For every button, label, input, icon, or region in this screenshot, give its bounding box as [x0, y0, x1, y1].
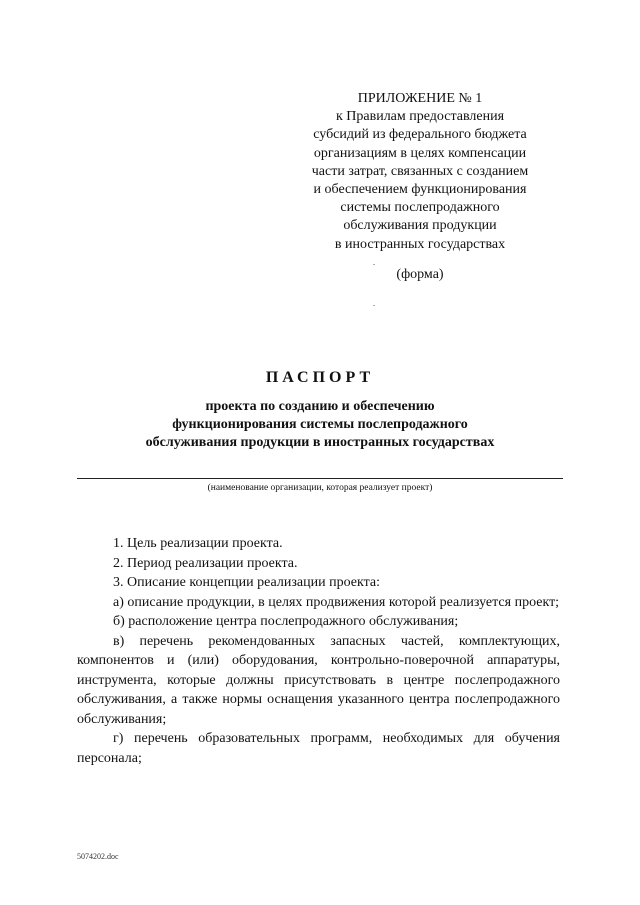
- passport-items: [77, 534, 560, 768]
- scan-speck: [373, 305, 375, 306]
- appendix-line: к Правилам предоставления: [335, 109, 505, 125]
- passport-subtitle: [80, 398, 560, 452]
- subtitle-line: функционирования системы послепродажного: [172, 417, 468, 432]
- appendix-line: субсидий из федерального бюджета: [313, 127, 527, 143]
- appendix-title: ПРИЛОЖЕНИЕ № 1: [357, 91, 483, 106]
- list-item: в) перечень рекомендованных запасных частей, комплектующих, компонентов и (или) оборудования, контрольно-поверочной аппаратуры, инструмента, которые должны присутствовать в центре послепродажного обслуживания, а также нормы оснащения указанного центра послепродажного обслуживания;: [77, 633, 560, 727]
- appendix-line: обслуживания продукции: [343, 218, 497, 234]
- appendix-line: части затрат, связанных с созданием: [311, 163, 529, 179]
- list-item: а) описание продукции, в целях продвижения которой реализуется проект;: [113, 594, 560, 610]
- appendix-line: организациям в целях компенсации: [313, 145, 527, 161]
- form-note: (форма): [396, 267, 444, 282]
- list-item: 1. Цель реализации проекта.: [113, 536, 283, 551]
- document-id: 5074202.doc: [77, 852, 119, 861]
- appendix-line: и обеспечением функционирования: [313, 182, 527, 198]
- list-item: б) расположение центра послепродажного обслуживания;: [113, 614, 459, 629]
- passport-title: ПАСПОРТ: [265, 369, 375, 386]
- list-item: г) перечень образовательных программ, необходимых для обучения персонала;: [77, 731, 560, 766]
- list-item: 3. Описание концепции реализации проекта:: [113, 575, 380, 590]
- list-item: 2. Период реализации проекта.: [113, 555, 298, 571]
- organization-name-line: [77, 478, 563, 479]
- scan-speck: [373, 264, 375, 265]
- appendix-header: [300, 90, 540, 254]
- appendix-line: системы послепродажного: [340, 200, 500, 216]
- appendix-line: в иностранных государствах: [334, 236, 506, 252]
- subtitle-line: обслуживания продукции в иностранных государствах: [145, 435, 495, 450]
- subtitle-line: проекта по созданию и обеспечению: [205, 399, 435, 414]
- organization-caption: (наименование организации, которая реализует проект): [207, 483, 433, 493]
